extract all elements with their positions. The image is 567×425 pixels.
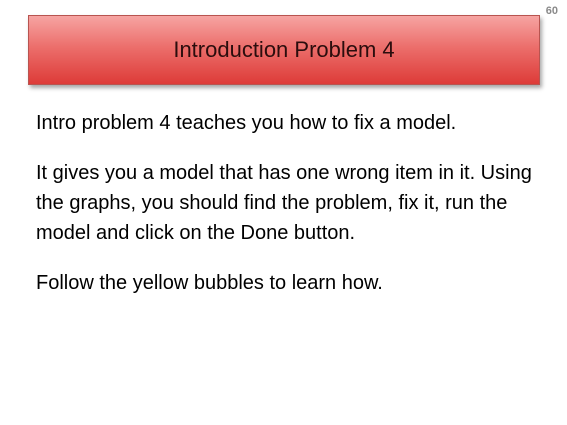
body-paragraph-2: It gives you a model that has one wrong item in it. Using the graphs, you should find the problem, fix it, run the model and click on the Done button. [36,162,532,244]
slide-number: 60 [545,5,558,17]
body-paragraph-3: Follow the yellow bubbles to learn how. [36,272,383,294]
slide-title: Introduction Problem 4 [173,37,395,62]
body-paragraph-1: Intro problem 4 teaches you how to fix a model. [36,112,457,134]
title-banner [28,15,540,85]
slide-body [36,108,548,318]
